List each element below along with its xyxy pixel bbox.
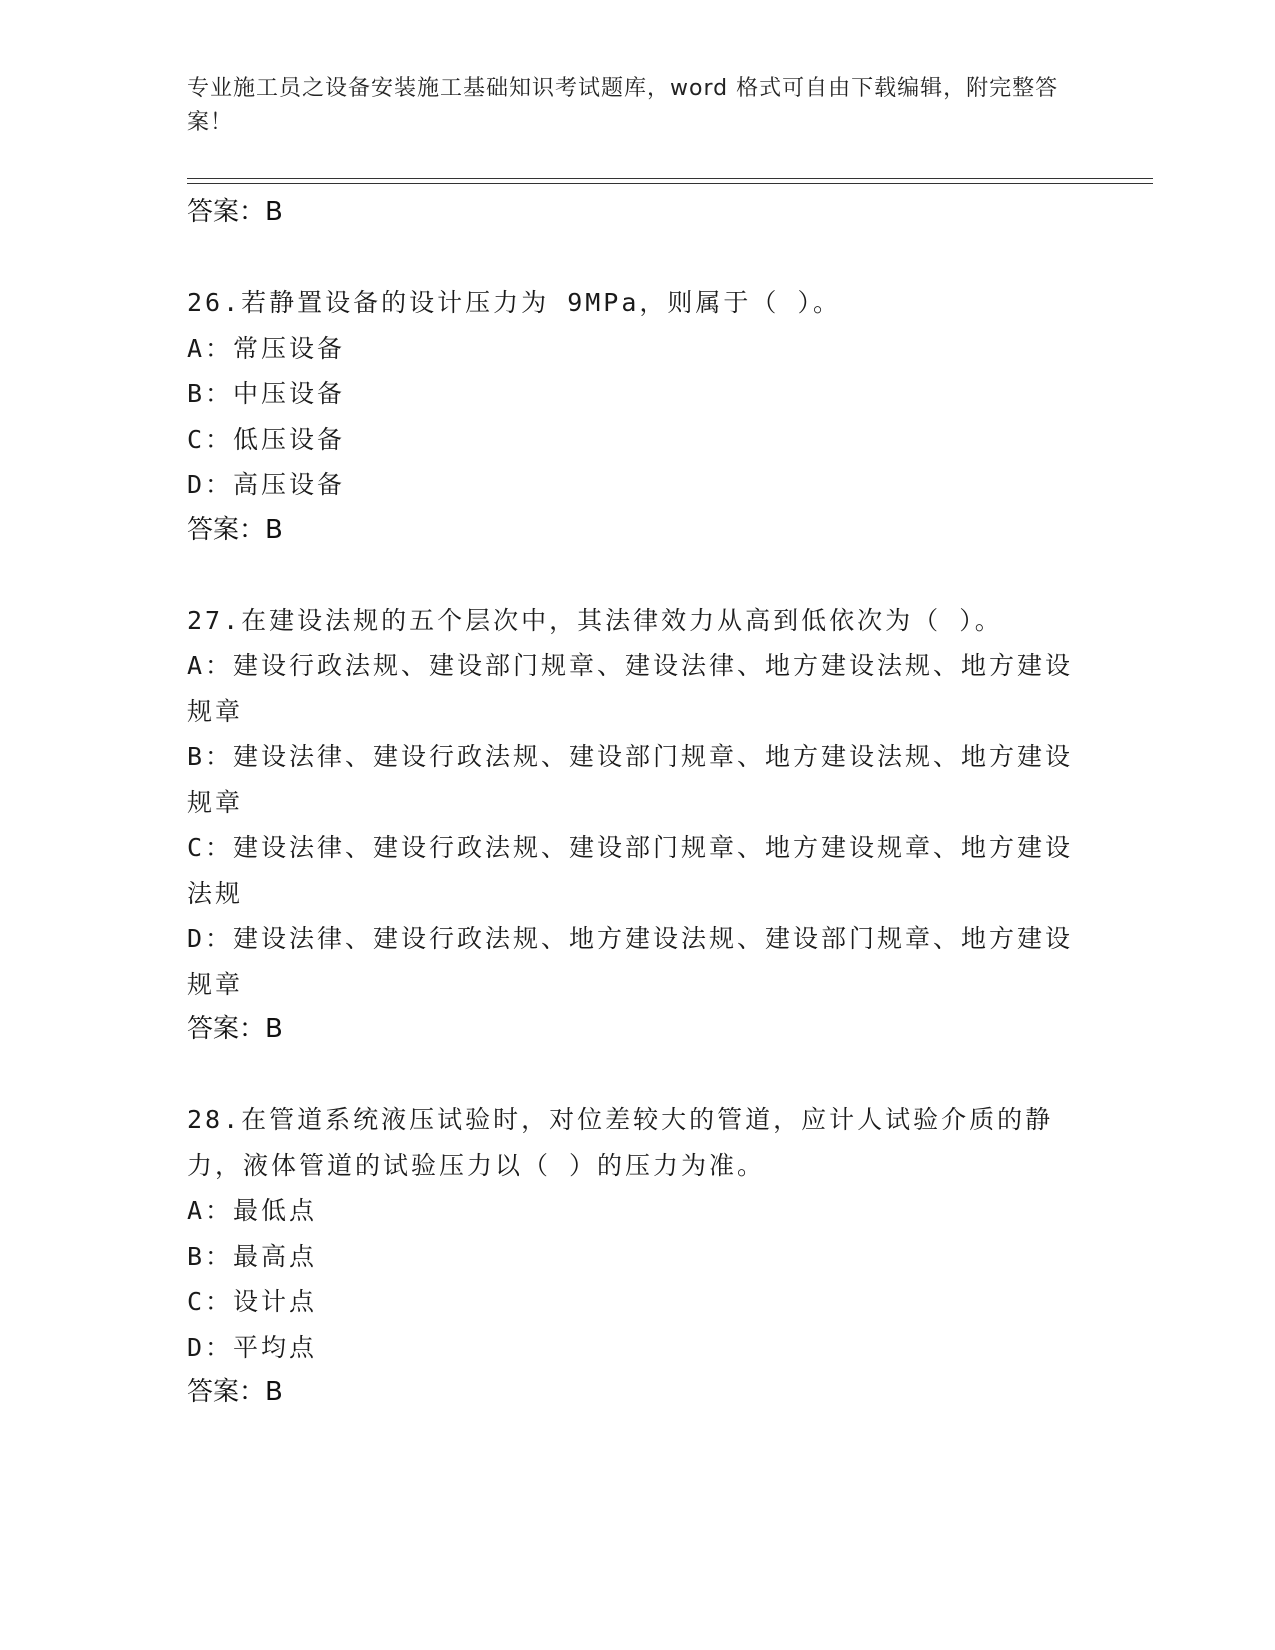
question-answer: 答案：B — [187, 1014, 283, 1044]
option-c: C：低压设备 — [187, 424, 346, 454]
option-a: A：最低点 — [187, 1196, 318, 1225]
option-b: B：建设法律、建设行政法规、建设部门规章、地方建设法规、地方建设规章 — [187, 742, 1074, 817]
option-a: A：建设行政法规、建设部门规章、建设法律、地方建设法规、地方建设规章 — [187, 651, 1074, 726]
question-answer: 答案：B — [187, 514, 283, 545]
previous-answer: 答案：B — [187, 197, 283, 227]
question-stem: 27.在建设法规的五个层次中，其法律效力从高到低依次为（ ）。 — [187, 605, 1003, 635]
option-b: B：最高点 — [187, 1241, 318, 1271]
spacer — [187, 235, 1087, 280]
document-body — [187, 190, 1087, 1415]
question-answer: 答案：B — [187, 1377, 283, 1407]
question-stem: 28.在管道系统液压试验时，对位差较大的管道，应计人试验介质的静力，液体管道的试验压力以（ ）的压力为准。 — [187, 1105, 1054, 1180]
option-b: B：中压设备 — [187, 379, 346, 408]
option-a: A：常压设备 — [187, 333, 346, 363]
question-stem: 26.若静置设备的设计压力为 9MPa，则属于（ ）。 — [187, 288, 841, 317]
question-block-27 — [187, 598, 1087, 1053]
question-block-26 — [187, 280, 1087, 553]
option-c: C：设计点 — [187, 1287, 318, 1316]
question-block-28 — [187, 1097, 1087, 1415]
option-d: D：高压设备 — [187, 470, 346, 499]
header-rule-bottom — [187, 183, 1153, 184]
option-d: D：建设法律、建设行政法规、地方建设法规、建设部门规章、地方建设规章 — [187, 924, 1074, 999]
option-d: D：平均点 — [187, 1332, 318, 1362]
document-header: 专业施工员之设备安装施工基础知识考试题库，word 格式可自由下载编辑，附完整答案！ — [187, 76, 1059, 135]
option-c: C：建设法律、建设行政法规、建设部门规章、地方建设规章、地方建设法规 — [187, 833, 1074, 908]
spacer — [187, 553, 1087, 598]
header-rule-top — [187, 178, 1153, 179]
spacer — [187, 1052, 1087, 1097]
